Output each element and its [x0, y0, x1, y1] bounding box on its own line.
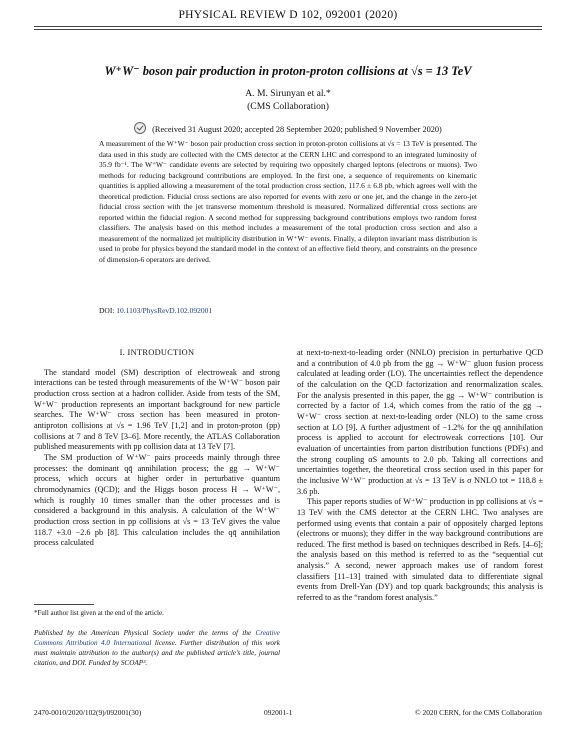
- collaboration: (CMS Collaboration): [247, 101, 329, 112]
- doi-label: DOI:: [99, 306, 115, 315]
- footer-copyright: © 2020 CERN, for the CMS Collaboration: [415, 708, 542, 717]
- license-text-post: license. Further distribution of this work must maintain attribution to the author(s) and the published article’s title, journal citation, and DOI. Funded by SCOAP³.: [34, 639, 280, 667]
- license-notice: [34, 628, 280, 668]
- license-link[interactable]: Creative Commons Attribution 4.0 International: [34, 629, 280, 647]
- received-dates: (Received 31 August 2020; accepted 28 September 2020; published 9 November 2020): [152, 125, 442, 134]
- footnote: *Full author list given at the end of the article.: [34, 609, 164, 617]
- received-line: [0, 122, 576, 134]
- paragraph: This paper reports studies of W⁺W⁻ production in pp collisions at √s = 13 TeV with the CMS detector at the CERN LHC. Two analyses are performed using events that contain a pair of oppositely charged leptons (electrons or muons); they differ in the way background contributions are reduced. The first method is based on techniques described in Refs. [4–6]; the analysis based on this method is referred to as the “sequential cut analysis.” A second, newer approach makes use of random forest classifiers [11–13] trained with simulated data to differentiate signal events from Drell-Yan (DY) and top quark backgrounds; this analysis is referred to as the “random forest analysis.”: [297, 497, 543, 603]
- doi-link[interactable]: 10.1103/PhysRevD.102.092001: [116, 306, 213, 315]
- header-rule-2: [34, 29, 542, 30]
- footnote-rule: [34, 604, 94, 605]
- doi: [99, 306, 212, 315]
- journal-header: PHYSICAL REVIEW D 102, 092001 (2020): [178, 9, 398, 21]
- paper-title: W⁺W⁻ boson pair production in proton-proton collisions at √s = 13 TeV: [104, 64, 472, 78]
- footer-page-number: 092001-1: [264, 708, 293, 717]
- paragraph: at next-to-next-to-leading order (NNLO) precision in perturbative QCD and a contribution of 4.0 pb from the gg → W⁺W⁻ gluon fusion process calculated at leading order (LO). The uncertainties reflect the dependence of the calculation on the QCD factorization and renormalization scales. For the analysis presented in this paper, the gg → W⁺W⁻ contribution is corrected by a factor of 1.4, which comes from the ratio of the gg → W⁺W⁻ cross section at next-to-leading order (NLO) to the same cross section at LO [9]. A further adjustment of −1.2% for the qq̄ annihilation process is applied to account for electroweak corrections [10]. Our evaluation of uncertainties from parton distribution functions (PDFs) and the strong coupling αS amounts to 2.0 pb. Taking all corrections and uncertainties together, the theoretical cross section used in this paper for the inclusive W⁺W⁻ production at √s = 13 TeV is σ NNLO tot = 118.8 ± 3.6 pb.: [297, 348, 543, 496]
- right-column: [297, 348, 543, 604]
- section-heading: I. INTRODUCTION: [119, 348, 195, 357]
- license-text-pre: Published by the American Physical Society under the terms of the: [34, 629, 256, 637]
- check-for-updates-icon[interactable]: [134, 122, 146, 134]
- header-rule: [34, 26, 542, 27]
- left-column: [34, 348, 280, 549]
- paragraph: The SM production of W⁺W⁻ pairs proceeds mainly through three processes: the dominant qq̄ annihilation process; the gg → W⁺W⁻ process, which occurs at higher order in perturbative quantum chromodynamics (QCD); and the Higgs boson process H → W⁺W⁻, which is roughly 10 times smaller than the other processes and is considered a background in this analysis. A calculation of the W⁺W⁻ production cross section in pp collisions at √s = 13 TeV gives the value 118.7 +3.0 −2.6 pb [8]. This calculation includes the qq̄ annihilation process calculated: [34, 452, 280, 548]
- footer-issn: 2470-0010/2020/102(9)/092001(30): [34, 708, 142, 717]
- author-line[interactable]: A. M. Sirunyan et al.*: [245, 88, 331, 99]
- abstract: A measurement of the W⁺W⁻ boson pair production cross section in proton-proton collisions at √s = 13 TeV is presented. The data used in this study are collected with the CMS detector at the CERN LHC and correspond to an integrated luminosity of 35.9 fb⁻¹. The W⁺W⁻ candidate events are selected by requiring two oppositely charged leptons (electrons or muons). Two methods for reducing background contributions are employed. In the first one, a sequence of requirements on kinematic quantities is applied allowing a measurement of the total production cross section, 117.6 ± 6.8 pb, which agrees well with the theoretical prediction. Fiducial cross sections are also reported for events with zero or one jet, and the change in the zero-jet fiducial cross section with the jet transverse momentum threshold is measured. Normalized differential cross sections are reported within the fiducial region. A second method for suppressing background contributions employs two random forest classifiers. The analysis based on this method includes a measurement of the total production cross section and also a measurement of the normalized jet multiplicity distribution in W⁺W⁻ events. Finally, a dilepton invariant mass distribution is used to probe for physics beyond the standard model in the context of an effective field theory, and constraints on the presence of dimension-6 operators are derived.: [99, 139, 477, 265]
- paragraph: The standard model (SM) description of electroweak and strong interactions can be tested through measurements of the W⁺W⁻ boson pair production cross section at a hadron collider. Aside from tests of the SM, W⁺W⁻ production represents an important background for new particle searches. The W⁺W⁻ cross section has been measured in proton-antiproton collisions at √s = 1.96 TeV [1,2] and in proton-proton (pp) collisions at 7 and 8 TeV [3–6]. More recently, the ATLAS Collaboration published measurements with pp collision data at 13 TeV [7].: [34, 367, 280, 452]
